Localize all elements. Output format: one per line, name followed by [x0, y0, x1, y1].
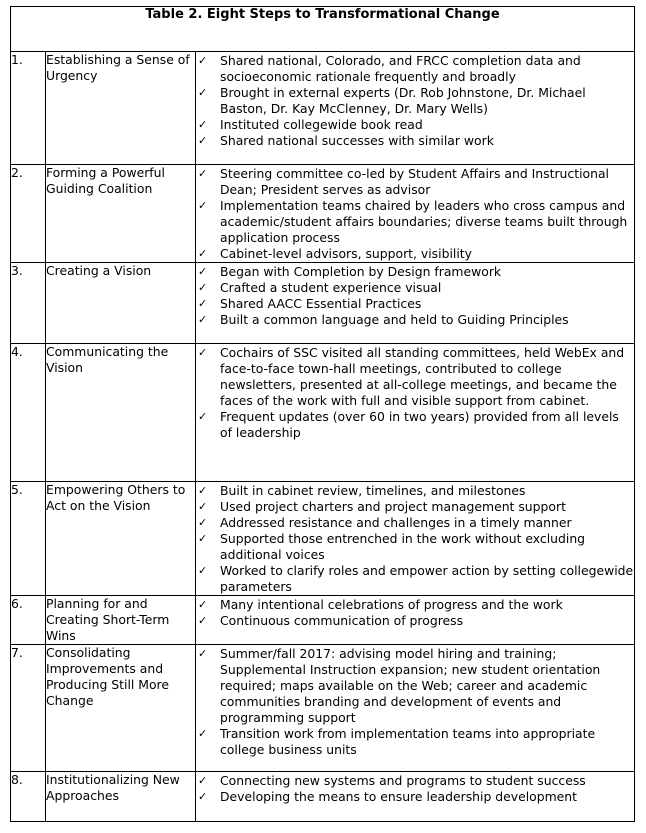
step-actions [196, 344, 635, 482]
action-text: Transition work from implementation teams into appropriate college business units [220, 726, 596, 757]
action-text: Many intentional celebrations of progress and the work [220, 597, 563, 612]
action-text: Crafted a student experience visual [220, 280, 442, 295]
action-text: Continuous communication of progress [220, 613, 464, 628]
checkmark-icon: ✓ [198, 410, 208, 423]
checkmark-icon: ✓ [198, 484, 208, 497]
action-text: Used project charters and project management support [220, 499, 566, 514]
action-text: Connecting new systems and programs to student success [220, 773, 586, 788]
action-list [196, 263, 634, 328]
step-number: 3. [11, 263, 46, 344]
checkmark-icon: ✓ [198, 500, 208, 513]
list-item [196, 246, 634, 262]
table-row [11, 772, 635, 822]
table-row [11, 263, 635, 344]
action-text: Cabinet-level advisors, support, visibility [220, 246, 472, 261]
list-item [196, 345, 634, 409]
checkmark-icon: ✓ [198, 297, 208, 310]
table-row [11, 52, 635, 165]
list-item [196, 613, 634, 629]
checkmark-icon: ✓ [198, 167, 208, 180]
table-row [11, 344, 635, 482]
action-text: Steering committee co-led by Student Affairs and Instructional Dean; President serves as advisor [220, 166, 609, 197]
action-list [196, 596, 634, 629]
checkmark-icon: ✓ [198, 516, 208, 529]
checkmark-icon: ✓ [198, 564, 208, 577]
action-text: Began with Completion by Design framework [220, 264, 502, 279]
step-actions [196, 482, 635, 596]
table-row [11, 165, 635, 263]
table-row [11, 645, 635, 772]
checkmark-icon: ✓ [198, 134, 208, 147]
step-name: Consolidating Improvements and Producing Still More Change [46, 645, 196, 772]
step-number: 6. [11, 596, 46, 645]
action-text: Shared national, Colorado, and FRCC completion data and socioeconomic rationale frequently and broadly [220, 53, 581, 84]
action-text: Worked to clarify roles and empower action by setting collegewide parameters [220, 563, 634, 594]
list-item [196, 296, 634, 312]
step-name: Creating a Vision [46, 263, 196, 344]
checkmark-icon: ✓ [198, 265, 208, 278]
action-list [196, 165, 634, 262]
list-item [196, 53, 634, 85]
action-text: Brought in external experts (Dr. Rob Johnstone, Dr. Michael Baston, Dr. Kay McClenney, Dr. Mary Wells) [220, 85, 586, 116]
action-text: Supported those entrenched in the work without excluding additional voices [220, 531, 586, 562]
action-text: Summer/fall 2017: advising model hiring and training; Supplemental Instruction expansion; new student orientation required; maps available on the Web; career and academic communities branding and development of events and programming support [220, 646, 601, 725]
step-number: 2. [11, 165, 46, 263]
step-actions [196, 263, 635, 344]
action-text: Developing the means to ensure leadership development [220, 789, 577, 804]
list-item [196, 483, 634, 499]
list-item [196, 409, 634, 441]
step-name: Institutionalizing New Approaches [46, 772, 196, 822]
checkmark-icon: ✓ [198, 346, 208, 359]
list-item [196, 515, 634, 531]
checkmark-icon: ✓ [198, 647, 208, 660]
action-list [196, 645, 634, 758]
list-item [196, 117, 634, 133]
list-item [196, 773, 634, 789]
checkmark-icon: ✓ [198, 727, 208, 740]
step-actions [196, 52, 635, 165]
checkmark-icon: ✓ [198, 247, 208, 260]
table-caption: Table 2. Eight Steps to Transformational Change [11, 7, 635, 52]
checkmark-icon: ✓ [198, 199, 208, 212]
action-text: Built in cabinet review, timelines, and milestones [220, 483, 526, 498]
table-row [11, 482, 635, 596]
checkmark-icon: ✓ [198, 532, 208, 545]
list-item [196, 531, 634, 563]
action-text: Cochairs of SSC visited all standing committees, held WebEx and face-to-face town-hall meetings, contributed to college newsletters, presented at all-college meetings, and became the faces of the work with full and visible support from cabinet. [220, 345, 625, 408]
action-text: Implementation teams chaired by leaders who cross campus and academic/student affairs boundaries; diverse teams built through application process [220, 198, 628, 245]
caption-row [11, 7, 635, 52]
step-actions [196, 772, 635, 822]
step-number: 4. [11, 344, 46, 482]
step-actions [196, 165, 635, 263]
checkmark-icon: ✓ [198, 790, 208, 803]
checkmark-icon: ✓ [198, 281, 208, 294]
list-item [196, 499, 634, 515]
checkmark-icon: ✓ [198, 118, 208, 131]
step-name: Forming a Powerful Guiding Coalition [46, 165, 196, 263]
step-actions [196, 645, 635, 772]
list-item [196, 597, 634, 613]
action-text: Frequent updates (over 60 in two years) provided from all levels of leadership [220, 409, 619, 440]
checkmark-icon: ✓ [198, 598, 208, 611]
list-item [196, 198, 634, 246]
list-item [196, 789, 634, 805]
action-list [196, 52, 634, 149]
step-name: Planning for and Creating Short-Term Wins [46, 596, 196, 645]
step-number: 5. [11, 482, 46, 596]
steps-table [10, 6, 635, 822]
action-list [196, 344, 634, 441]
action-text: Built a common language and held to Guiding Principles [220, 312, 569, 327]
step-number: 7. [11, 645, 46, 772]
step-name: Empowering Others to Act on the Vision [46, 482, 196, 596]
list-item [196, 726, 634, 758]
list-item [196, 133, 634, 149]
checkmark-icon: ✓ [198, 54, 208, 67]
action-text: Shared national successes with similar work [220, 133, 494, 148]
step-name: Communicating the Vision [46, 344, 196, 482]
checkmark-icon: ✓ [198, 774, 208, 787]
step-name: Establishing a Sense of Urgency [46, 52, 196, 165]
list-item [196, 563, 634, 595]
action-text: Instituted collegewide book read [220, 117, 423, 132]
action-list [196, 772, 634, 805]
action-text: Shared AACC Essential Practices [220, 296, 422, 311]
list-item [196, 264, 634, 280]
step-number: 8. [11, 772, 46, 822]
list-item [196, 166, 634, 198]
list-item [196, 646, 634, 726]
step-actions [196, 596, 635, 645]
list-item [196, 280, 634, 296]
list-item [196, 85, 634, 117]
table-row [11, 596, 635, 645]
action-text: Addressed resistance and challenges in a timely manner [220, 515, 572, 530]
checkmark-icon: ✓ [198, 614, 208, 627]
checkmark-icon: ✓ [198, 86, 208, 99]
checkmark-icon: ✓ [198, 313, 208, 326]
list-item [196, 312, 634, 328]
step-number: 1. [11, 52, 46, 165]
action-list [196, 482, 634, 595]
